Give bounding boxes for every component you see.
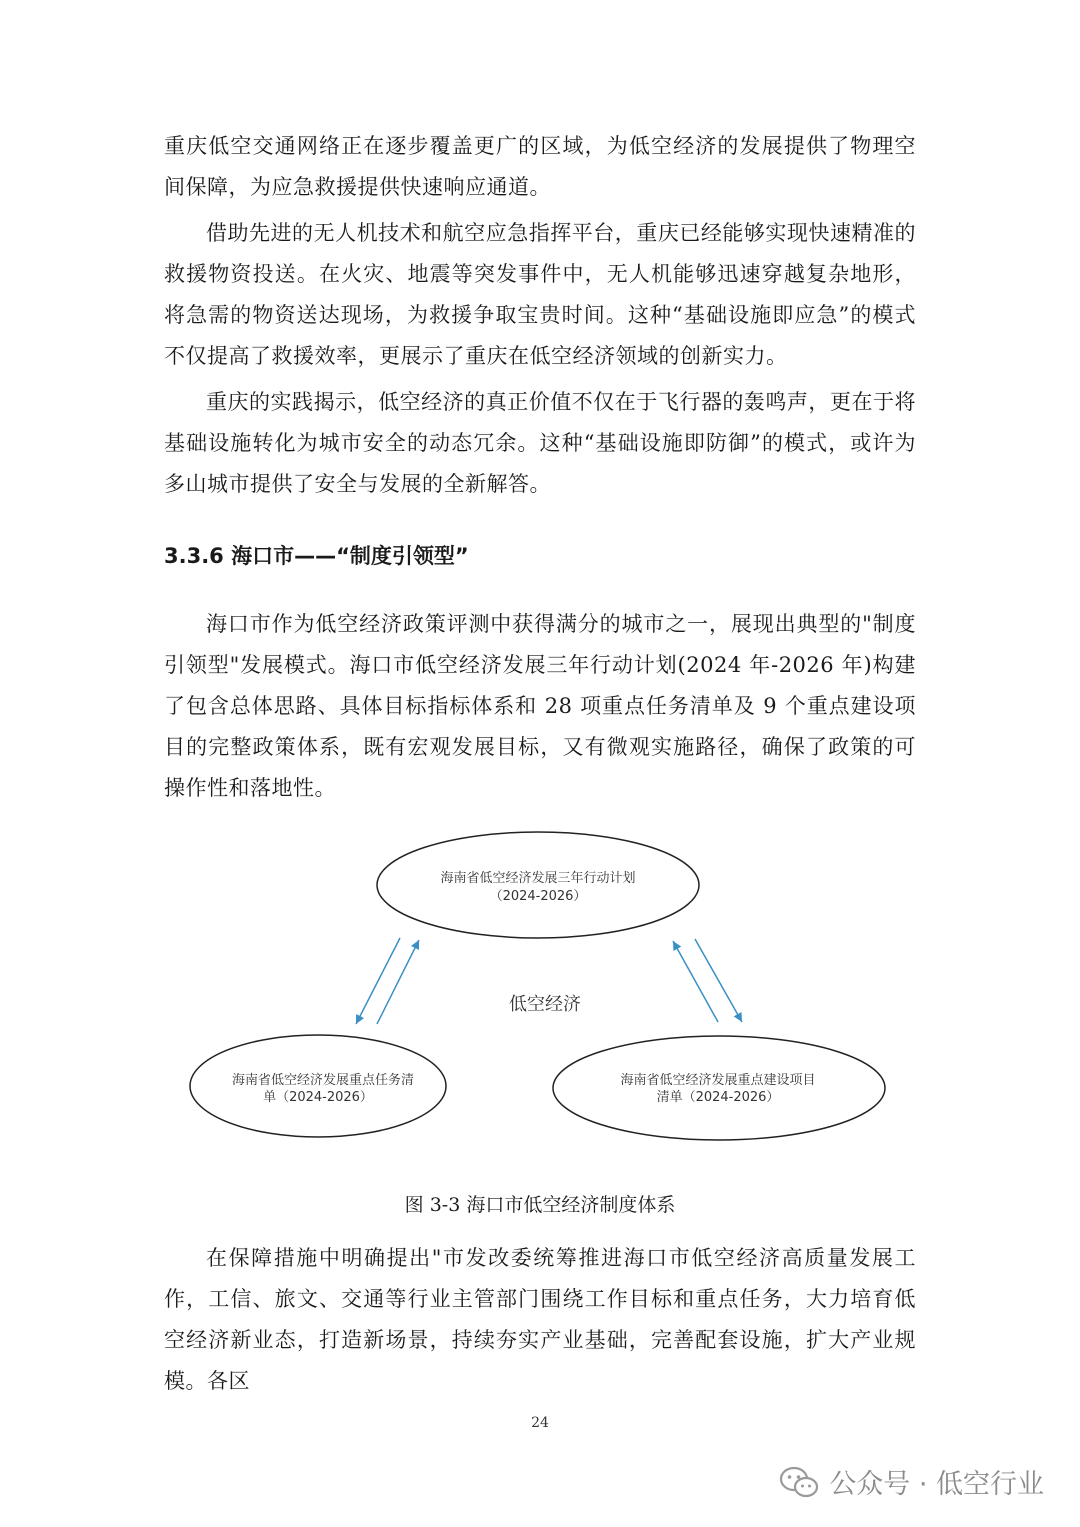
- watermark: [779, 1462, 1044, 1501]
- top-node-label-line1: 海南省低空经济发展三年行动计划: [440, 871, 636, 886]
- right-node-label-line1: 海南省低空经济发展重点建设项目: [620, 1073, 816, 1088]
- top-node-label-line2: （2024-2026）: [489, 889, 587, 904]
- watermark-text: 公众号 · 低空行业: [829, 1469, 1044, 1500]
- paragraph-2: 借助先进的无人机技术和航空应急指挥平台，重庆已经能够实现快速精准的救援物资投送。在火灾、地震等突发事件中，无人机能够迅速穿越复杂地形，将急需的物资送达现场，为救援争取宝贵时间。这种“基础设施即应急”的模式不仅提高了救援效率，更展示了重庆在低空经济领域的创新实力。: [164, 221, 916, 368]
- arrow-right-to-top: [673, 941, 718, 1022]
- body-text-top: [164, 126, 916, 510]
- paragraph-section: 海口市作为低空经济政策评测中获得满分的城市之一，展现出典型的"制度引领型"发展模式。海口市低空经济发展三年行动计划(2024 年-2026 年)构建了包含总体思路、具体目标指标体系和 28 项重点任务清单及 9 个重点建设项目的完整政策体系，既有宏观发展目标，又有微观实施路径，确保了政策的可操作性和落地性。: [164, 612, 916, 800]
- arrow-top-to-right: [695, 939, 742, 1022]
- wechat-icon: [779, 1465, 819, 1499]
- section-heading: 3.3.6 海口市——“制度引领型”: [164, 544, 469, 568]
- paragraph-bottom: 在保障措施中明确提出"市发改委统筹推进海口市低空经济高质量发展工作，工信、旅文、交通等行业主管部门围绕工作目标和重点任务，大力培育低空经济新业态，打造新场景，持续夯实产业基础，完善配套设施，扩大产业规模。各区: [164, 1246, 916, 1393]
- page-number: 24: [531, 1415, 549, 1431]
- arrow-top-to-left: [356, 938, 400, 1024]
- body-text-section: [164, 604, 916, 814]
- paragraph-1: 重庆低空交通网络正在逐步覆盖更广的区域，为低空经济的发展提供了物理空间保障，为应急救援提供快速响应通道。: [164, 134, 916, 199]
- body-text-bottom: [164, 1238, 916, 1407]
- right-node-label-line2: 清单（2024-2026）: [656, 1090, 780, 1105]
- right-node-ellipse: [553, 1036, 885, 1140]
- arrow-left-to-top: [377, 940, 419, 1024]
- left-node-label-line1: 海南省低空经济发展重点任务清: [231, 1073, 415, 1088]
- diagram-svg: [166, 826, 914, 1176]
- left-node-label-line2: 单（2024-2026）: [263, 1090, 373, 1105]
- paragraph-3: 重庆的实践揭示，低空经济的真正价值不仅在于飞行器的轰鸣声，更在于将基础设施转化为城市安全的动态冗余。这种“基础设施即防御”的模式，或许为多山城市提供了安全与发展的全新解答。: [164, 390, 916, 496]
- center-label: 低空经济: [509, 994, 581, 1015]
- figure-diagram: [166, 826, 914, 1176]
- figure-caption: 图 3-3 海口市低空经济制度体系: [404, 1194, 676, 1216]
